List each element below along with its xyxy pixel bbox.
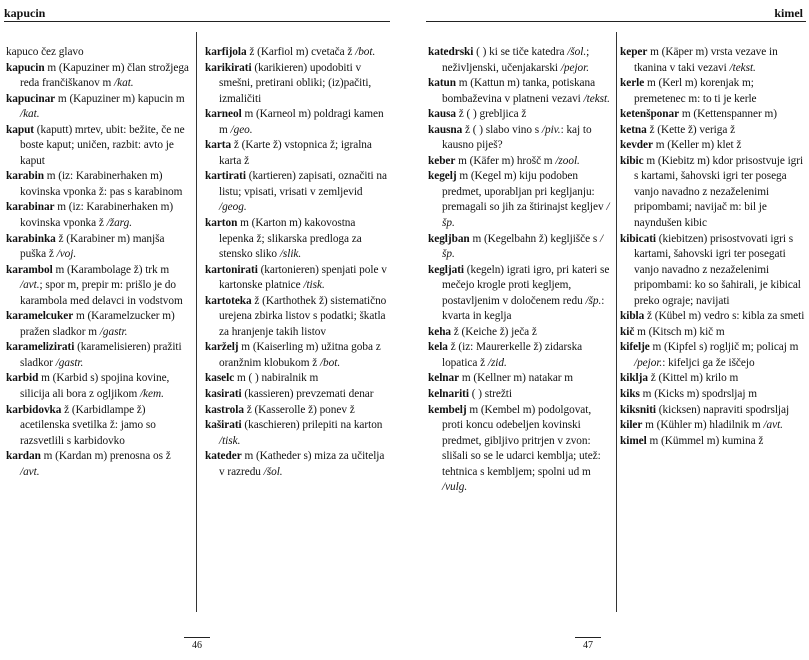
dictionary-entry bbox=[6, 309, 191, 340]
definition: m (Käper m) vrsta vezave in tkanina v taki vezavi bbox=[634, 46, 778, 74]
definition: ž (Karte ž) vstopnica ž; igralna karta ž bbox=[219, 139, 372, 167]
definition: m (Kattun m) tanka, potiskana bombaževina v platneni vezavi bbox=[442, 77, 596, 105]
dictionary-entry bbox=[6, 371, 191, 402]
domain-label: /avt. bbox=[763, 419, 783, 432]
headword: karfijola bbox=[205, 46, 247, 58]
dictionary-entry bbox=[428, 107, 613, 123]
dictionary-entry bbox=[428, 45, 613, 76]
domain-label: /šol. bbox=[263, 465, 283, 478]
definition: ( ) ki se tiče katedra bbox=[473, 46, 568, 58]
definition: m (Kaiserling m) užitna goba z oranžnim klobukom ž bbox=[219, 341, 381, 369]
dictionary-entry bbox=[620, 418, 806, 434]
left-column-1 bbox=[6, 45, 191, 480]
headword: kibic bbox=[620, 154, 644, 167]
headword: kaput bbox=[6, 123, 35, 136]
domain-label: /geog. bbox=[219, 201, 247, 214]
headword: kartoteka bbox=[205, 294, 252, 307]
definition: m (Kapuziner m) član strožjega reda frančiškanov m bbox=[20, 61, 189, 90]
definition: ( ) strežti bbox=[468, 388, 512, 401]
definition-tail: ; spor m, prepir m: prišlo je do karambola med delavci in vodstvom bbox=[20, 279, 183, 307]
headword: kausna bbox=[428, 123, 463, 136]
headword: kič bbox=[620, 325, 635, 338]
dictionary-entry bbox=[428, 403, 613, 496]
definition-tail: : kaj to kausno piješ? bbox=[442, 123, 592, 152]
headword: kelnar bbox=[428, 372, 460, 385]
definition: m (Kümmel m) kumina ž bbox=[646, 434, 764, 447]
dictionary-entry bbox=[6, 45, 191, 61]
headword: ketna bbox=[620, 123, 647, 136]
dictionary-entry bbox=[205, 216, 392, 263]
domain-label: /šp. bbox=[585, 294, 602, 307]
dictionary-entry bbox=[428, 169, 613, 231]
dictionary-entry bbox=[205, 294, 392, 341]
definition-tail: : kvarta in keglja bbox=[442, 294, 605, 323]
definition: ž (Karfiol m) cvetača ž bbox=[246, 46, 356, 58]
headword: kerle bbox=[620, 77, 645, 90]
header-rule bbox=[426, 21, 806, 22]
headword: kaselc bbox=[205, 372, 235, 385]
definition: (karamelisieren) pražiti sladkor bbox=[20, 341, 182, 369]
definition: (kartonieren) spenjati pole v kartonske platnice bbox=[219, 263, 387, 292]
headword: karton bbox=[205, 217, 238, 230]
headword: kardan bbox=[6, 450, 41, 463]
definition: ž (Kübel m) vedro s: kibla za smeti bbox=[644, 310, 805, 323]
definition: m (Kipfel s) rogljič m; policaj m bbox=[649, 341, 799, 354]
dictionary-entry bbox=[428, 154, 613, 170]
headword: kausa bbox=[428, 108, 457, 121]
definition: m (Kardan m) prenosna os ž bbox=[40, 450, 171, 463]
dictionary-entry bbox=[6, 61, 191, 92]
definition: m ( ) nabiralnik m bbox=[234, 372, 319, 385]
dictionary-entry bbox=[620, 403, 806, 419]
definition: (kegeln) igrati igro, pri kateri se mečejo krogle proti kegljem, postavljenim v določenem redu bbox=[442, 263, 610, 307]
definition: m (Katheder s) miza za učitelja v razredu bbox=[219, 450, 385, 478]
dictionary-entry bbox=[6, 340, 191, 371]
domain-label: /tekst. bbox=[729, 61, 756, 74]
definition: m (iz: Karabinerhaken m) kovinska vponka ž bbox=[20, 201, 174, 230]
headword: karbid bbox=[6, 372, 39, 385]
dictionary-entry bbox=[205, 387, 392, 403]
definition: (karikieren) upodobiti v smešni, pretirani obliki; (iz)pačiti, izmaličiti bbox=[219, 61, 372, 105]
domain-label: /bot. bbox=[319, 356, 341, 369]
definition: m (Kembel m) podolgovat, proti koncu odebeljen kovinski predmet, gibljivo pritrjen v zvon: slišali so se le udarci kemblja; utež: tehtnica s kembljem; spolni ud m bbox=[442, 403, 601, 478]
definition: ž (Karabiner m) manjša puška ž bbox=[20, 232, 165, 261]
definition: (kaschieren) prilepiti na karton bbox=[241, 419, 383, 432]
headword: kiklja bbox=[620, 372, 648, 385]
definition: m (Kapuziner m) kapucin m bbox=[55, 92, 185, 105]
definition: (kicksen) napraviti spodrsljaj bbox=[656, 403, 790, 416]
dictionary-entry bbox=[205, 403, 392, 419]
dictionary-entry bbox=[620, 325, 806, 341]
headword: karamelizirati bbox=[6, 341, 75, 354]
definition: m (Kellner m) natakar m bbox=[459, 372, 574, 385]
page-number-right bbox=[573, 637, 603, 651]
headword: keber bbox=[428, 154, 456, 167]
headword: kela bbox=[428, 341, 448, 354]
dictionary-entry bbox=[620, 340, 806, 371]
right-column-2 bbox=[620, 45, 806, 449]
definition: m (Keller m) klet ž bbox=[652, 139, 742, 152]
dictionary-entry bbox=[428, 123, 613, 154]
definition: ž (Karbidlampe ž) acetilenska svetilka ž: jamo so razsvetlili s karbidovko bbox=[20, 403, 156, 447]
domain-label: /tisk. bbox=[219, 434, 241, 447]
page-number: 47 bbox=[583, 640, 593, 651]
right-column-1 bbox=[428, 45, 613, 496]
headword: kelnariti bbox=[428, 388, 469, 401]
dictionary-entry bbox=[205, 169, 392, 216]
dictionary-entry bbox=[620, 232, 806, 310]
dictionary-entry bbox=[428, 263, 613, 325]
headword: karželj bbox=[205, 341, 239, 354]
dictionary-entry bbox=[205, 371, 392, 387]
definition: m (Kegelbahn ž) kegljišče s bbox=[469, 232, 600, 245]
headword: karabinar bbox=[6, 201, 55, 214]
page-number-rule bbox=[575, 637, 601, 638]
domain-label: /avt. bbox=[20, 465, 40, 478]
domain-label: /geo. bbox=[230, 123, 253, 136]
definition: m (Käfer m) hrošč m bbox=[455, 154, 556, 167]
headword: kapucin bbox=[6, 61, 45, 74]
definition: m (Karbid s) spojina kovine, silicija ali bora z ogljikom bbox=[20, 372, 170, 401]
headword: kegljati bbox=[428, 263, 464, 276]
definition: ž (Karthothek ž) sistematično urejena zbirka listov s podatki; škatla za hranjenje takih listov bbox=[219, 294, 387, 338]
domain-label: /šol. bbox=[567, 46, 587, 58]
headword: karneol bbox=[205, 108, 242, 121]
right-page bbox=[404, 0, 809, 660]
definition: m (Karton m) kakovostna lepenka ž; slikarska predloga za stensko sliko bbox=[219, 217, 362, 261]
dictionary-entry bbox=[6, 92, 191, 123]
dictionary-entry bbox=[6, 263, 191, 310]
dictionary-entry bbox=[428, 76, 613, 107]
dictionary-entry bbox=[620, 309, 806, 325]
definition: kapuco čez glavo bbox=[6, 46, 84, 58]
headword: kastrola bbox=[205, 403, 244, 416]
definition: m (Kicks m) spodrsljaj m bbox=[639, 388, 757, 401]
dictionary-entry bbox=[428, 232, 613, 263]
headword: kegljban bbox=[428, 232, 470, 245]
definition: m (Karambolage ž) trk m bbox=[52, 263, 170, 276]
domain-label: /tekst. bbox=[583, 92, 610, 105]
dictionary-entry bbox=[620, 154, 806, 232]
dictionary-entry bbox=[205, 138, 392, 169]
headword: keha bbox=[428, 325, 452, 338]
dictionary-entry bbox=[428, 387, 613, 403]
dictionary-entry bbox=[205, 107, 392, 138]
domain-label: /šp. bbox=[442, 232, 604, 261]
dictionary-entry bbox=[620, 387, 806, 403]
headword: kasirati bbox=[205, 388, 242, 401]
headword: karambol bbox=[6, 263, 53, 276]
definition: (kiebitzen) prisostvovati igri s kartami, šahovski igri ter posegati vanjo navadno z nezaželenimi pripombami: ko so šahirali, je kibical preko ograje; navijati bbox=[634, 232, 801, 307]
dictionary-entry bbox=[428, 371, 613, 387]
running-head-left: kapucin bbox=[4, 6, 46, 20]
domain-label: /bot. bbox=[355, 46, 376, 58]
domain-label: /žarg. bbox=[106, 217, 132, 230]
headword: kibicati bbox=[620, 232, 657, 245]
definition: m (iz: Karabinerhaken m) kovinska vponka ž: pas s karabinom bbox=[20, 170, 183, 198]
domain-label: /vulg. bbox=[442, 481, 468, 494]
domain-label: /zool. bbox=[555, 154, 580, 167]
definition: ž (Kasserolle ž) ponev ž bbox=[243, 403, 355, 416]
headword: karamelcuker bbox=[6, 310, 74, 323]
headword: katun bbox=[428, 77, 457, 90]
headword: ketenšponar bbox=[620, 108, 680, 121]
page-number: 46 bbox=[192, 640, 202, 651]
running-head-right: kimel bbox=[774, 6, 803, 20]
definition: ž (Kette ž) veriga ž bbox=[646, 123, 736, 136]
definition: ž (iz: Maurerkelle ž) zidarska lopatica ž bbox=[442, 341, 583, 369]
headword: kegelj bbox=[428, 170, 457, 183]
dictionary-entry bbox=[620, 138, 806, 154]
definition: m (Karneol m) poldragi kamen m bbox=[219, 108, 384, 136]
definition-tail: : kifeljci ga že iščejo bbox=[662, 356, 755, 369]
definition: m (Kegel m) kiju podoben predmet, uporabljan pri kegljanju: premagali so jih za štirinajst kegljev bbox=[442, 170, 607, 214]
headword: karikirati bbox=[205, 61, 252, 74]
definition: m (Kitsch m) kič m bbox=[634, 325, 725, 338]
definition: m (Karamelzucker m) pražen sladkor m bbox=[20, 310, 175, 338]
dictionary-entry bbox=[6, 169, 191, 200]
headword: kaširati bbox=[205, 419, 242, 432]
definition-tail: ; neživljenski, učenjakarski bbox=[442, 46, 590, 74]
dictionary-entry bbox=[6, 123, 191, 170]
dictionary-entry bbox=[620, 76, 806, 107]
definition: ž (Kittel m) krilo m bbox=[647, 372, 739, 385]
header-rule bbox=[4, 21, 390, 22]
headword: kembelj bbox=[428, 403, 467, 416]
domain-label: /kat. bbox=[114, 77, 134, 90]
headword: karta bbox=[205, 139, 232, 152]
column-divider bbox=[196, 32, 197, 612]
definition: ž ( ) grebljica ž bbox=[456, 108, 527, 121]
headword: kartirati bbox=[205, 170, 246, 183]
dictionary-entry bbox=[620, 371, 806, 387]
definition: m (Kettenspanner m) bbox=[679, 108, 777, 121]
page-number-left bbox=[182, 637, 212, 651]
headword: karabin bbox=[6, 170, 44, 183]
domain-label: /voj. bbox=[56, 248, 77, 261]
column-divider bbox=[616, 32, 617, 612]
domain-label: /tisk. bbox=[303, 279, 325, 292]
definition: ž ( ) slabo vino s bbox=[462, 123, 542, 136]
headword: karabinka bbox=[6, 232, 56, 245]
dictionary-entry bbox=[428, 340, 613, 371]
dictionary-entry bbox=[205, 340, 392, 371]
dictionary-entry bbox=[620, 123, 806, 139]
definition: (kassieren) prevzemati denar bbox=[241, 388, 374, 401]
definition: m (Kerl m) korenjak m; premetenec m: to ti je kerle bbox=[634, 77, 757, 105]
domain-label: /zid. bbox=[487, 356, 507, 369]
headword: kartonirati bbox=[205, 263, 258, 276]
left-column-2 bbox=[205, 45, 392, 480]
dictionary-entry bbox=[205, 449, 392, 480]
dictionary-entry bbox=[205, 61, 392, 108]
domain-label: /kem. bbox=[139, 388, 164, 401]
headword: keper bbox=[620, 46, 648, 58]
definition: (kaputt) mrtev, ubit: bežite, če ne boste kaput; uničen, razbit: avto je kaput bbox=[20, 123, 185, 167]
definition: ž (Keiche ž) ječa ž bbox=[451, 325, 537, 338]
domain-label: /kat. bbox=[20, 108, 40, 121]
headword: katedrski bbox=[428, 46, 474, 58]
dictionary-entry bbox=[205, 45, 392, 61]
dictionary-entry bbox=[620, 434, 806, 450]
dictionary-entry bbox=[6, 403, 191, 450]
definition: (kartieren) zapisati, označiti na listu; vpisati, vrisati v zemljevid bbox=[219, 170, 387, 198]
headword: karbidovka bbox=[6, 403, 62, 416]
domain-label: /avt. bbox=[20, 279, 40, 292]
definition: m (Kiebitz m) kdor prisostvuje igri s kartami, šahovski igri ter posega vanjo navadno z nezaželenimi pripombami; navijač m: bil je nayndušen kibic bbox=[634, 154, 804, 230]
dictionary-entry bbox=[620, 45, 806, 76]
dictionary-entry bbox=[620, 107, 806, 123]
dictionary-entry bbox=[6, 232, 191, 263]
dictionary-entry bbox=[205, 418, 392, 449]
headword: kapucinar bbox=[6, 92, 56, 105]
dictionary-entry bbox=[205, 263, 392, 294]
domain-label: /gastr. bbox=[99, 325, 128, 338]
headword: kifelje bbox=[620, 341, 650, 354]
dictionary-entry bbox=[6, 200, 191, 231]
domain-label: /piv. bbox=[541, 123, 561, 136]
definition: m (Kühler m) hladilnik m bbox=[642, 419, 764, 432]
domain-label: /šp. bbox=[442, 201, 610, 230]
headword: kiksniti bbox=[620, 403, 657, 416]
left-page bbox=[0, 0, 404, 660]
domain-label: /slik. bbox=[279, 248, 302, 261]
dictionary-entry bbox=[6, 449, 191, 480]
domain-label: /gastr. bbox=[55, 356, 84, 369]
dictionary-entry bbox=[428, 325, 613, 341]
page-number-rule bbox=[184, 637, 210, 638]
headword: kimel bbox=[620, 434, 647, 447]
headword: kiler bbox=[620, 419, 643, 432]
headword: kiks bbox=[620, 388, 640, 401]
headword: kateder bbox=[205, 450, 242, 463]
headword: kevder bbox=[620, 139, 653, 152]
domain-label: /pejor. bbox=[560, 61, 590, 74]
domain-label: /pejor. bbox=[634, 356, 663, 369]
headword: kibla bbox=[620, 310, 645, 323]
